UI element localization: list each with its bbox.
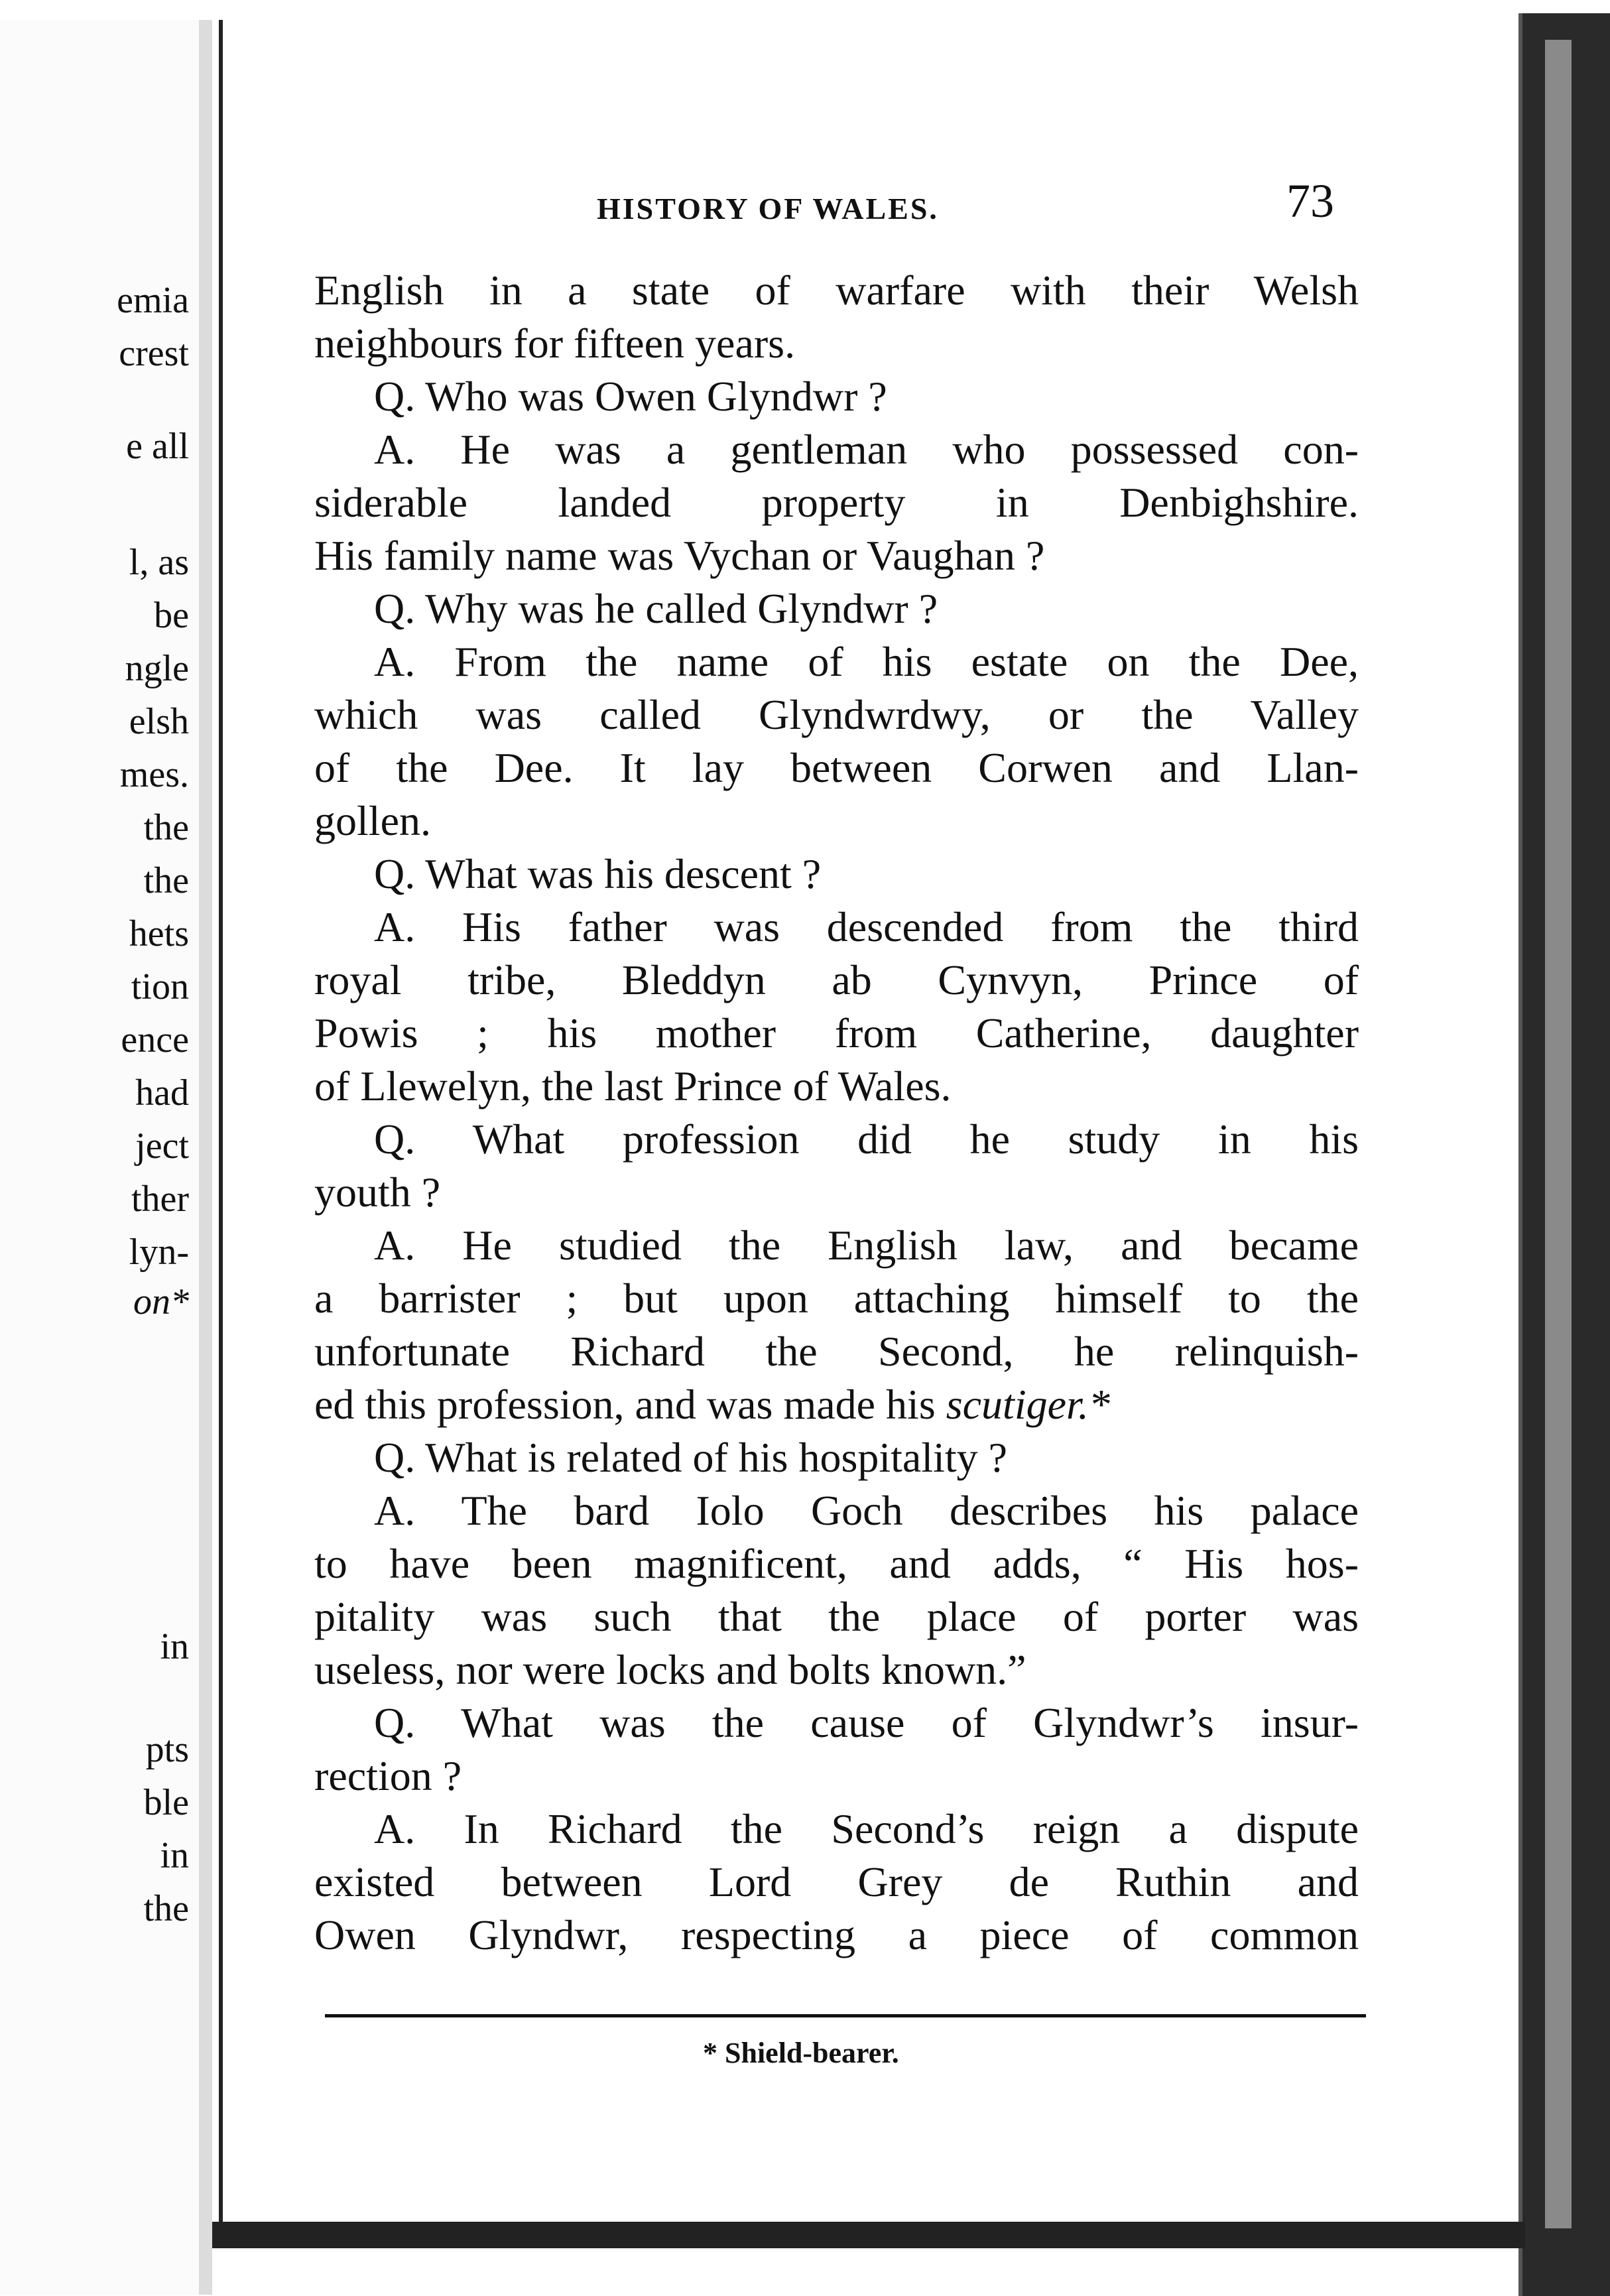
line-text: unfortunate Richard the Second, he relinquish- (314, 1328, 1359, 1375)
line-text: Q. Who was Owen Glyndwr ? (374, 373, 887, 420)
text-line (314, 1219, 1359, 1272)
facing-page-fragment: ther (131, 1179, 189, 1220)
facing-page-fragment: hets (129, 913, 189, 954)
facing-page-fragment: mes. (119, 754, 189, 795)
text-line (314, 954, 1359, 1007)
facing-page-fragment: lyn- (129, 1232, 189, 1273)
line-text: siderable landed property in Denbighshire. (314, 479, 1359, 526)
line-text: Powis ; his mother from Catherine, daughter (314, 1009, 1359, 1056)
line-text: useless, nor were locks and bolts known.” (314, 1646, 1026, 1693)
line-text: royal tribe, Bleddyn ab Cynvyn, Prince of (314, 956, 1359, 1003)
line-text: gollen. (314, 797, 431, 844)
facing-page-fragment: crest (119, 333, 189, 374)
line-text: ed this profession, and was made his (314, 1381, 946, 1428)
text-line (314, 1537, 1359, 1590)
text-line (314, 635, 1359, 688)
line-text: of Llewelyn, the last Prince of Wales. (314, 1062, 952, 1110)
facing-page-fragment: ble (143, 1782, 189, 1823)
text-line (314, 476, 1359, 529)
line-text: pitality was such that the place of porter was (314, 1593, 1359, 1640)
line-text: English in a state of warfare with their Welsh (314, 267, 1359, 314)
text-line (314, 582, 1359, 635)
facing-page-fragment: elsh (129, 701, 189, 742)
text-line (314, 1378, 1359, 1431)
facing-page-fragment: on* (133, 1281, 189, 1322)
text-line (314, 1431, 1359, 1484)
text-line (314, 1643, 1359, 1696)
text-line (314, 1166, 1359, 1219)
text-line (314, 370, 1359, 423)
footnote-rule (325, 2014, 1366, 2017)
line-text: Q. Why was he called Glyndwr ? (374, 585, 938, 632)
text-line (314, 317, 1359, 370)
text-line (314, 423, 1359, 476)
text-line (314, 1750, 1359, 1803)
line-text: A. From the name of his estate on the Dee, (374, 638, 1359, 685)
book-gutter (199, 20, 212, 2295)
facing-page-fragment: ngle (125, 648, 189, 689)
line-text: of the Dee. It lay between Corwen and Llan- (314, 744, 1359, 791)
running-head: HISTORY OF WALES. (597, 192, 939, 225)
text-line (314, 1484, 1359, 1537)
line-text: rection ? (314, 1752, 462, 1799)
text-line (314, 1696, 1359, 1750)
facing-page-fragment: had (135, 1072, 189, 1114)
line-text: Q. What profession did he study in his (374, 1116, 1359, 1163)
line-text: A. His father was descended from the third (374, 903, 1359, 950)
line-text: A. He studied the English law, and became (374, 1222, 1359, 1269)
text-line (314, 1325, 1359, 1378)
text-line (314, 1113, 1359, 1166)
line-text: His family name was Vychan or Vaughan ? (314, 532, 1045, 579)
text-line (314, 1007, 1359, 1060)
facing-page-fragment: be (154, 595, 189, 636)
line-text: a barrister ; but upon attaching himself to the (314, 1275, 1359, 1322)
page-edge-shadow (1545, 40, 1572, 2228)
facing-page-fragment: ence (121, 1019, 189, 1060)
facing-page-fragment: the (143, 1888, 189, 1929)
line-text: Q. What was the cause of Glyndwr’s insur- (374, 1699, 1359, 1746)
page-number: 73 (1286, 174, 1334, 227)
facing-page-fragment: the (143, 807, 189, 848)
line-text: existed between Lord Grey de Ruthin and (314, 1858, 1359, 1905)
line-text: Owen Glyndwr, respecting a piece of common (314, 1911, 1359, 1958)
emphasis-text: scutiger.* (946, 1381, 1110, 1428)
text-line (314, 1803, 1359, 1856)
facing-page-fragment: ject (135, 1125, 189, 1167)
line-text: to have been magnificent, and adds, “ His hos- (314, 1540, 1359, 1587)
facing-page-fragment: in (160, 1626, 189, 1667)
facing-page-fragment: the (143, 860, 189, 901)
text-line (314, 1060, 1359, 1113)
facing-page-fragment: l, as (129, 542, 189, 583)
text-line (314, 264, 1359, 317)
facing-page-fragment: e all (126, 426, 189, 467)
footnote: * Shield-bearer. (703, 2037, 899, 2069)
line-text: Q. What is related of his hospitality ? (374, 1434, 1008, 1481)
line-text: A. In Richard the Second’s reign a dispute (374, 1805, 1359, 1852)
text-line (314, 529, 1359, 582)
page-edge-bottom (212, 2222, 1525, 2248)
body-text (314, 264, 1359, 1962)
facing-page-fragment: pts (145, 1729, 189, 1770)
text-line (314, 1856, 1359, 1909)
facing-page-fragment: in (160, 1835, 189, 1876)
facing-page-fragment: tion (131, 966, 189, 1007)
text-line (314, 848, 1359, 901)
text-line (314, 795, 1359, 848)
text-line (314, 1909, 1359, 1962)
text-line (314, 901, 1359, 954)
line-text: youth ? (314, 1169, 441, 1216)
text-line (314, 1590, 1359, 1643)
text-line (314, 1272, 1359, 1325)
line-text: A. He was a gentleman who possessed con- (374, 426, 1359, 473)
line-text: Q. What was his descent ? (374, 850, 822, 897)
line-text: which was called Glyndwrdwy, or the Valley (314, 691, 1359, 738)
line-text: neighbours for fifteen years. (314, 320, 796, 367)
facing-page-fragment: emia (117, 280, 189, 321)
text-line (314, 741, 1359, 795)
line-text: A. The bard Iolo Goch describes his palace (374, 1487, 1359, 1534)
text-line (314, 688, 1359, 741)
